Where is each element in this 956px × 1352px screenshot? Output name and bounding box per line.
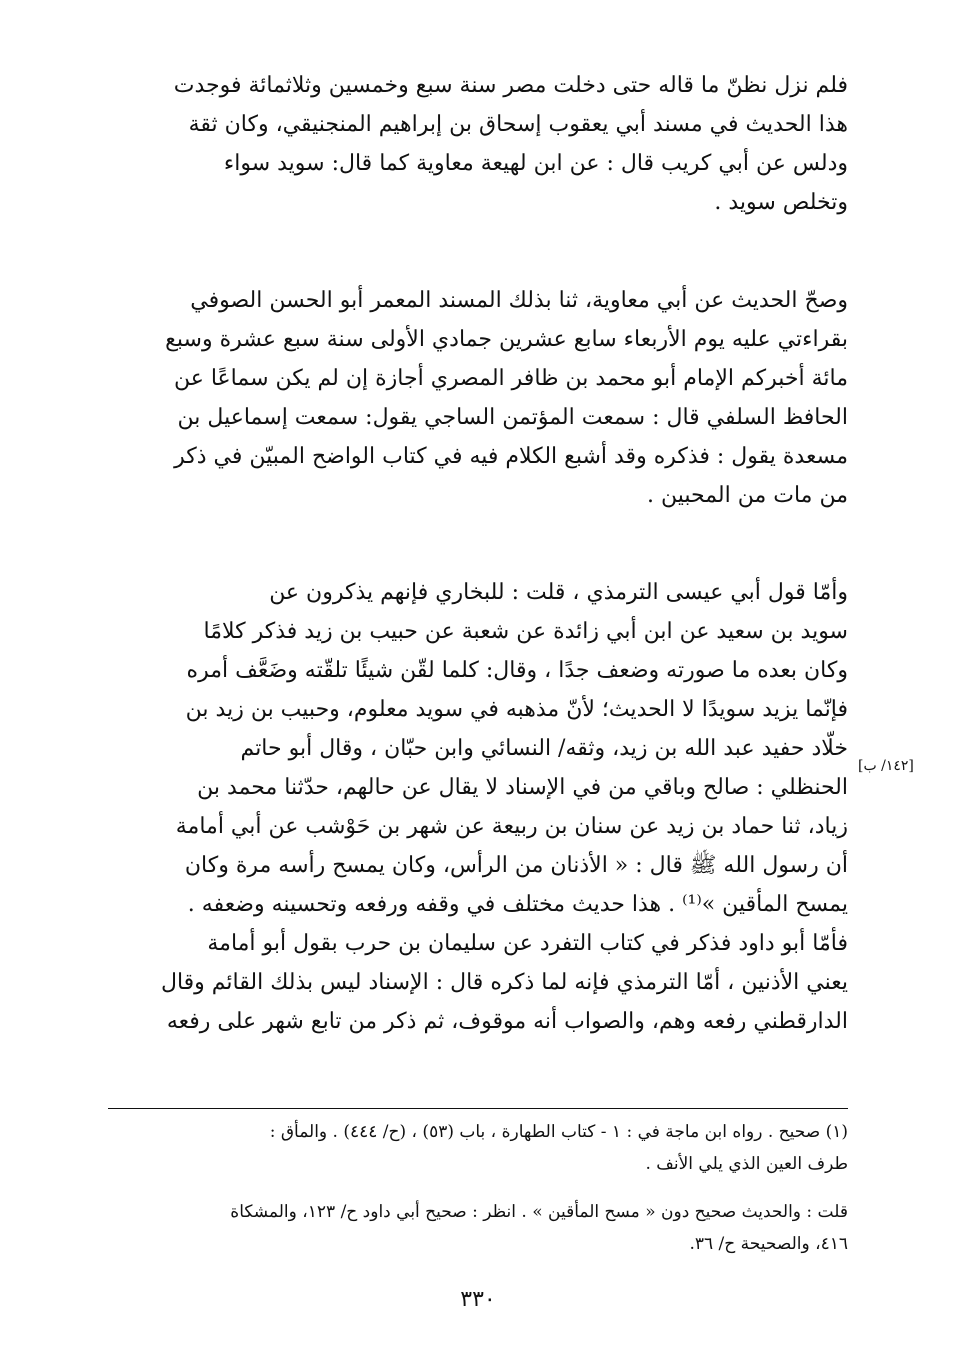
text-line: ودلس عن أبي كريب قال : عن ابن لهيعة معاوية كما قال: سويد سواء	[223, 151, 848, 176]
text-line: من مات من المحبين .	[647, 483, 848, 508]
footnote-divider	[108, 1108, 848, 1109]
text-line: أن رسول الله ﷺ قال : « الأذنان من الرأس، وكان يمسح رأسه مرة وكان	[184, 853, 848, 878]
page-number: ٣٣٠	[460, 1287, 496, 1312]
footnote-line: قلت : والحديث صحيح دون « مسح المأقين » . انظر : صحيح أبي داود ح/ ١٢٣، والمشكاة	[230, 1202, 848, 1222]
text-line: فلم نزل نظنّ ما قاله حتى دخلت مصر سنة سبع وخمسين وثلاثمائة فوجدت	[173, 73, 848, 98]
text-line: مائة أخبركم الإمام أبو محمد بن ظافر المصري أجازة إن لم يكن سماعًا عن	[173, 366, 848, 391]
footnote-spacer	[108, 1180, 848, 1196]
text-line: هذا الحديث في مسند أبي يعقوب إسحاق بن إبراهيم المنجنيقي، وكان ثقة	[188, 112, 848, 137]
text-line: وأمّا قول أبي عيسى الترمذي ، قلت : للبخاري فإنهم يذكرون عن	[269, 580, 848, 605]
paragraph-2	[108, 281, 848, 515]
paragraph-3	[108, 573, 848, 1041]
text-line: الدارقطني رفعه وهم، والصواب أنه موقوف، ثم ذكر من تابع شهر على رفعه	[166, 1009, 848, 1034]
paragraph-1	[108, 66, 848, 222]
text-line: وكان بعده ما صورته وضعف جدًا ، وقال: كلما لقّن شيئًا تلقّته وضَعَّف أمره	[186, 658, 848, 683]
text-line: يمسح المأقين »⁽¹⁾ . هذا حديث مختلف في وقفه ورفعه وتحسينه وضعفه .	[187, 892, 848, 917]
footnote-line: ٤١٦، والصحيحة ح/ ٣٦.	[689, 1234, 848, 1254]
text-line: الحنظلي : صالح وباقي من في الإسناد لا يقال عن حالهم، حدّثنا محمد بن	[197, 775, 848, 800]
text-line: وصحّ الحديث عن أبي معاوية، ثنا بذلك المسند المعمر أبو الحسن الصوفي	[190, 288, 848, 313]
text-line: مسعدة يقول : فذكره وقد أشبع الكلام فيه في كتاب الواضح المبيّن في ذكر	[174, 444, 848, 469]
text-line: يعني الأذنين ، أمّا الترمذي فإنه لما ذكره قال : الإسناد ليس بذلك القائم وقال	[160, 970, 848, 995]
text-line: فإنّما يزيد سويدًا لا الحديث؛ لأنّ مذهبه في سويد معلوم، وحبيب بن زيد بن	[185, 697, 848, 722]
margin-folio-note: [١٤٢/ ب]	[858, 758, 914, 774]
footnote-line: (١) صحيح . رواه ابن ماجة في : ١ - كتاب الطهارة ، باب (٥٣) ، (ح/ ٤٤٤) . والمأق :	[269, 1122, 848, 1142]
text-line: بقراءتي عليه يوم الأربعاء سابع عشرين جمادي الأولى سنة سبع عشرة وسبع	[165, 327, 848, 352]
footnote-line: طرف العين الذي يلي الأنف .	[645, 1154, 848, 1174]
text-line: خلّاد حفيد عبد الله بن زيد، وثقه/ النسائي وابن حبّان ، وقال أبو حاتم	[240, 736, 848, 761]
text-line: الحافظ السلفي قال : سمعت المؤتمن الساجي يقول: سمعت إسماعيل بن	[177, 405, 848, 430]
text-line: وتخلص سويد .	[714, 190, 848, 215]
text-line: فأمّا أبو داود فذكر في كتاب التفرد عن سليمان بن حرب بقول أبو أمامة	[207, 931, 848, 956]
text-line: زياد، ثنا حماد بن زيد عن سنان بن ربيعة عن شهر بن حَوْشب عن أبي أمامة	[175, 814, 848, 839]
text-line: سويد بن سعيد عن ابن أبي زائدة عن شعبة عن حبيب بن زيد فذكر كلامًا	[203, 619, 848, 644]
footnotes	[108, 1116, 848, 1260]
